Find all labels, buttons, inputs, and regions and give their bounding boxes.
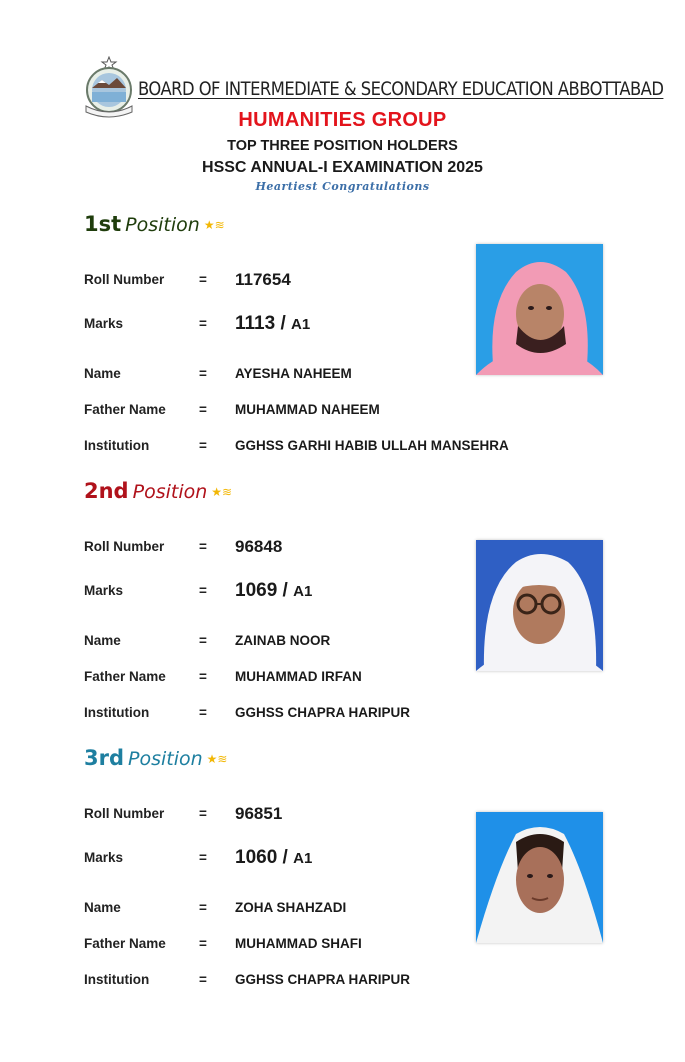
grade-value: A1	[293, 583, 313, 600]
stars-icon: ★≋	[203, 218, 225, 233]
equals-sign: =	[199, 272, 207, 287]
father-label: Father Name	[84, 402, 166, 417]
student-photo	[476, 812, 603, 943]
position-rank: 3rd	[84, 746, 125, 770]
equals-sign: =	[199, 438, 207, 453]
position-heading	[84, 479, 232, 504]
marks-value: 1060 / A1	[235, 847, 313, 868]
stars-icon: ★≋	[206, 752, 228, 767]
roll-label: Roll Number	[84, 272, 165, 287]
position-word: Position	[128, 748, 203, 770]
marks-label: Marks	[84, 316, 124, 331]
institution-label: Institution	[84, 972, 150, 987]
institution-label: Institution	[84, 438, 150, 453]
father-value: MUHAMMAD IRFAN	[235, 669, 362, 684]
name-value: ZAINAB NOOR	[235, 633, 331, 648]
roll-label: Roll Number	[84, 539, 165, 554]
equals-sign: =	[199, 539, 207, 554]
father-label: Father Name	[84, 936, 166, 951]
name-value: AYESHA NAHEEM	[235, 366, 352, 381]
grade-value: A1	[291, 316, 311, 333]
marks-value: 1113 / A1	[235, 313, 311, 334]
name-value: ZOHA SHAHZADI	[235, 900, 347, 915]
marks-label: Marks	[84, 583, 124, 598]
equals-sign: =	[199, 900, 207, 915]
marks-label: Marks	[84, 850, 124, 865]
institution-label: Institution	[84, 705, 150, 720]
name-label: Name	[84, 633, 121, 648]
roll-value: 96848	[235, 537, 283, 556]
group-title: HUMANITIES GROUP	[238, 109, 447, 131]
institution-value: GGHSS GARHI HABIB ULLAH MANSEHRA	[235, 438, 509, 453]
stars-icon: ★≋	[211, 485, 233, 500]
equals-sign: =	[199, 583, 207, 598]
equals-sign: =	[199, 705, 207, 720]
position-heading	[84, 212, 225, 237]
position-word: Position	[125, 214, 200, 236]
board-title: BOARD OF INTERMEDIATE & SECONDARY EDUCATION ABBOTTABAD	[138, 78, 664, 100]
father-label: Father Name	[84, 669, 166, 684]
equals-sign: =	[199, 972, 207, 987]
position-word: Position	[132, 481, 208, 503]
roll-value: 117654	[235, 270, 291, 289]
grade-value: A1	[293, 850, 313, 867]
subtitle: TOP THREE POSITION HOLDERS	[227, 138, 458, 154]
position-rank: 2nd	[84, 479, 129, 503]
equals-sign: =	[199, 806, 207, 821]
equals-sign: =	[199, 366, 207, 381]
exam-title: HSSC ANNUAL-I EXAMINATION 2025	[202, 159, 483, 176]
marks-value: 1069 / A1	[235, 580, 313, 601]
institution-value: GGHSS CHAPRA HARIPUR	[235, 972, 411, 987]
position-heading	[84, 746, 227, 771]
name-label: Name	[84, 366, 121, 381]
student-photo	[476, 244, 603, 375]
roll-label: Roll Number	[84, 806, 165, 821]
father-value: MUHAMMAD SHAFI	[235, 936, 362, 951]
equals-sign: =	[199, 316, 207, 331]
equals-sign: =	[199, 402, 207, 417]
student-photo	[476, 540, 603, 671]
equals-sign: =	[199, 850, 207, 865]
roll-value: 96851	[235, 804, 283, 823]
equals-sign: =	[199, 936, 207, 951]
equals-sign: =	[199, 633, 207, 648]
position-rank: 1st	[84, 212, 122, 236]
institution-value: GGHSS CHAPRA HARIPUR	[235, 705, 411, 720]
father-value: MUHAMMAD NAHEEM	[235, 402, 380, 417]
name-label: Name	[84, 900, 121, 915]
equals-sign: =	[199, 669, 207, 684]
congratulations-text: Heartiest Congratulations	[255, 180, 430, 193]
